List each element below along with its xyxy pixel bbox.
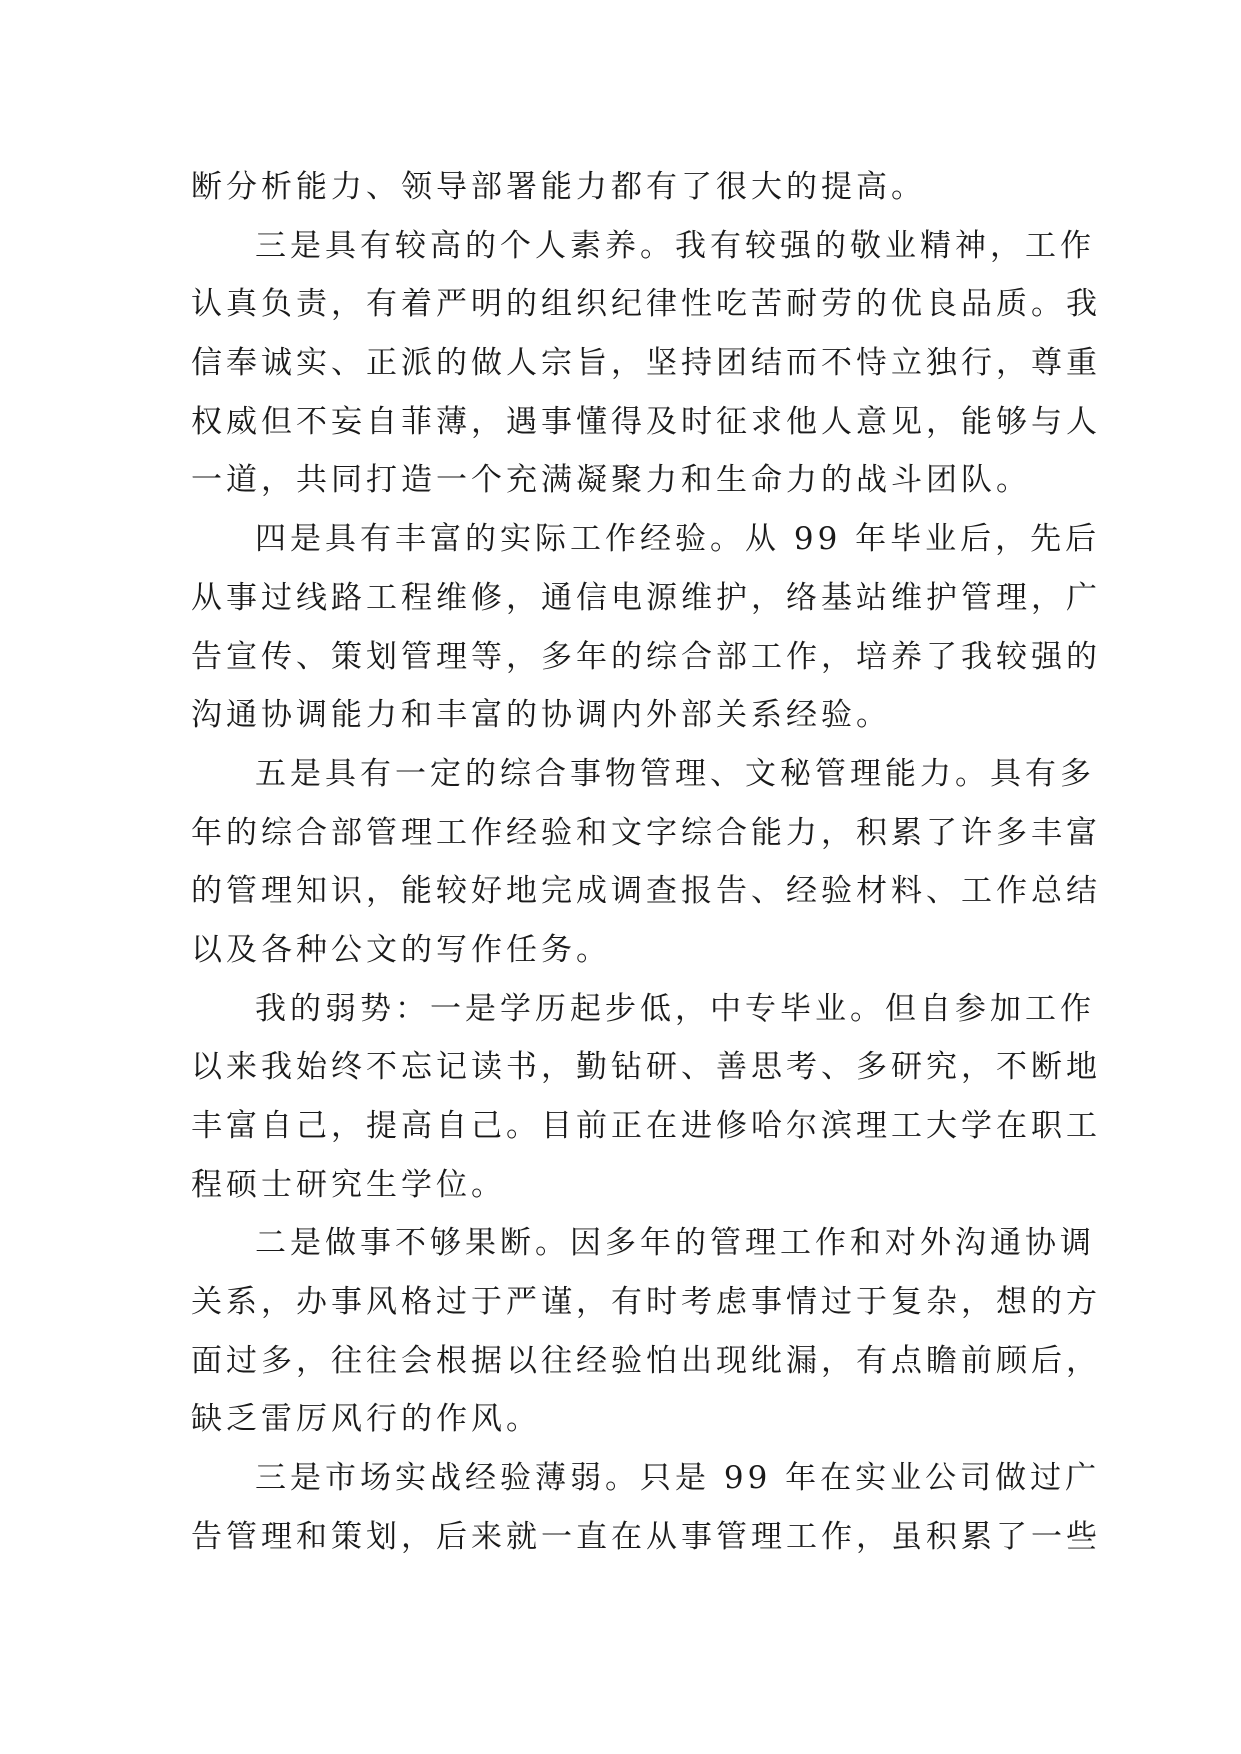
- paragraph-first-line: 我的弱势：一是学历起步低，中专毕业。但自参加工作: [255, 990, 1095, 1027]
- paragraph-first-line: 三是具有较高的个人素养。我有较强的敬业精神，工作: [255, 227, 1095, 264]
- paragraph-first-line: 四是具有丰富的实际工作经验。从 99 年毕业后，先后: [255, 521, 1101, 558]
- text-line: 告宣传、策划管理等，多年的综合部工作，培养了我较强的: [191, 638, 1101, 675]
- text-line: 以来我始终不忘记读书，勤钻研、善思考、多研究，不断地: [191, 1049, 1101, 1086]
- text-line: 程硕士研究生学位。: [191, 1166, 506, 1203]
- text-line: 沟通协调能力和丰富的协调内外部关系经验。: [191, 697, 891, 734]
- text-line: 缺乏雷厉风行的作风。: [191, 1401, 541, 1438]
- text-line: 断分析能力、领导部署能力都有了很大的提高。: [191, 169, 926, 205]
- text-line: 信奉诚实、正派的做人宗旨，坚持团结而不恃立独行，尊重: [191, 345, 1101, 382]
- text-line: 告管理和策划，后来就一直在从事管理工作，虽积累了一些: [191, 1518, 1101, 1555]
- text-line: 权威但不妄自菲薄，遇事懂得及时征求他人意见，能够与人: [191, 403, 1101, 440]
- paragraph-first-line: 三是市场实战经验薄弱。只是 99 年在实业公司做过广: [255, 1460, 1101, 1497]
- paragraph-first-line: 二是做事不够果断。因多年的管理工作和对外沟通协调: [255, 1225, 1095, 1262]
- text-line: 从事过线路工程维修，通信电源维护，络基站维护管理，广: [191, 579, 1101, 616]
- paragraph-first-line: 五是具有一定的综合事物管理、文秘管理能力。具有多: [255, 755, 1095, 792]
- body-text: [191, 158, 1101, 1567]
- text-line: 年的综合部管理工作经验和文字综合能力，积累了许多丰富: [191, 814, 1101, 851]
- text-line: 丰富自己，提高自己。目前正在进修哈尔滨理工大学在职工: [191, 1108, 1101, 1144]
- text-line: 的管理知识，能较好地完成调查报告、经验材料、工作总结: [191, 873, 1101, 910]
- text-line: 面过多，往往会根据以往经验怕出现纰漏，有点瞻前顾后，: [191, 1342, 1101, 1379]
- text-line: 关系，办事风格过于严谨，有时考虑事情过于复杂，想的方: [191, 1284, 1101, 1321]
- text-line: 一道，共同打造一个充满凝聚力和生命力的战斗团队。: [191, 462, 1031, 499]
- text-line: 认真负责，有着严明的组织纪律性吃苦耐劳的优良品质。我: [191, 286, 1101, 323]
- text-line: 以及各种公文的写作任务。: [191, 931, 611, 968]
